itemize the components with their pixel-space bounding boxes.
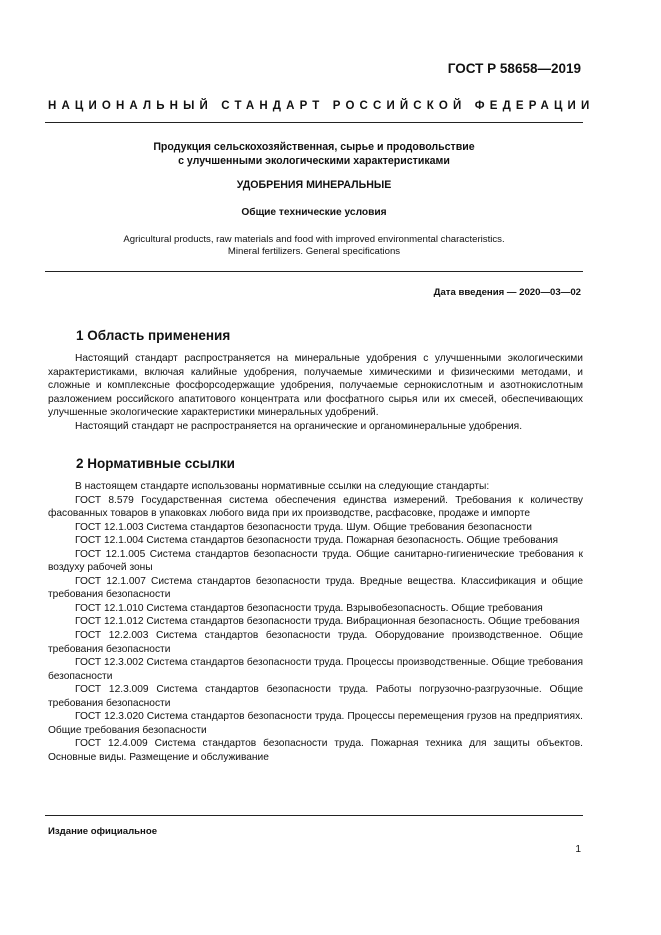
normative-reference: ГОСТ 12.2.003 Система стандартов безопасности труда. Оборудование производственное. Общие требования безопасности	[48, 630, 583, 655]
section-2-body	[48, 480, 583, 764]
document-title-block	[45, 140, 583, 168]
normative-reference: ГОСТ 12.3.009 Система стандартов безопасности труда. Работы погрузочно-разгрузочные. Общие требования безопасности	[48, 684, 583, 709]
section-1-paragraph: Настоящий стандарт не распространяется на органические и органоминеральные удобрения.	[75, 420, 523, 432]
english-title-block	[45, 234, 583, 258]
normative-reference: ГОСТ 12.1.003 Система стандартов безопасности труда. Шум. Общие требования безопасности	[75, 521, 532, 533]
top-divider	[45, 122, 583, 123]
title-line-2: с улучшенными экологическими характеристиками	[178, 155, 450, 167]
normative-reference: ГОСТ 12.4.009 Система стандартов безопасности труда. Пожарная техника для защиты объектов. Основные виды. Размещение и обслуживание	[48, 738, 583, 763]
normative-reference: ГОСТ 12.1.007 Система стандартов безопасности труда. Вредные вещества. Классификация и общие требования безопасности	[48, 575, 583, 601]
official-edition-label: Издание официальное	[48, 826, 158, 837]
normative-reference: ГОСТ 12.3.002 Система стандартов безопасности труда. Процессы производственные. Общие требования безопасности	[48, 657, 583, 682]
standard-code: ГОСТ Р 58658—2019	[447, 61, 581, 76]
title-line-1: Продукция сельскохозяйственная, сырье и продовольствие	[153, 141, 475, 153]
footer-divider	[45, 815, 583, 816]
normative-reference: ГОСТ 8.579 Государственная система обеспечения единства измерений. Требования к количеству фасованных товаров в упаковках любого вида при их производстве, расфасовке, продаже и импорте	[48, 494, 583, 520]
normative-reference: ГОСТ 12.3.020 Система стандартов безопасности труда. Процессы перемещения грузов на предприятиях. Общие требования безопасности	[48, 711, 583, 736]
section-2-heading: 2 Нормативные ссылки	[76, 456, 235, 471]
normative-reference: ГОСТ 12.1.010 Система стандартов безопасности труда. Взрывобезопасность. Общие требования	[75, 602, 543, 614]
section-1-body	[48, 352, 583, 433]
normative-reference: ГОСТ 12.1.004 Система стандартов безопасности труда. Пожарная безопасность. Общие требования	[75, 535, 559, 547]
normative-reference: ГОСТ 12.1.005 Система стандартов безопасности труда. Общие санитарно-гигиенические требования к воздуху рабочей зоны	[48, 548, 583, 574]
introduction-date: Дата введения — 2020—03—02	[433, 287, 581, 298]
section-1-heading: 1 Область применения	[76, 328, 231, 343]
title-divider	[45, 271, 583, 272]
document-subtitle: Общие технические условия	[241, 207, 387, 218]
normative-reference-intro: В настоящем стандарте использованы нормативные ссылки на следующие стандарты:	[75, 481, 490, 492]
english-title-line-1: Agricultural products, raw materials and food with improved environmental characteristics.	[123, 234, 505, 245]
document-main-title: УДОБРЕНИЯ МИНЕРАЛЬНЫЕ	[236, 179, 392, 191]
page-number: 1	[575, 844, 581, 855]
normative-reference: ГОСТ 12.1.012 Система стандартов безопасности труда. Вибрационная безопасность. Общие требования	[75, 616, 580, 628]
section-1-paragraph: Настоящий стандарт распространяется на минеральные удобрения с улучшенными экологическими характеристиками, включая калийные удобрения, получаемые химическими и физическими методами, и сложные и комплексные фосфорсодержащие удобрения, получаемые сернокислотным и азотнокислотным разложением российского апатитового концентрата или фосфатного сырья или их смесей, обеспечивающих улучшенные экологические характеристики минеральных удобрений.	[48, 353, 583, 419]
english-title-line-2: Mineral fertilizers. General specifications	[227, 246, 401, 257]
national-standard-banner: НАЦИОНАЛЬНЫЙ СТАНДАРТ РОССИЙСКОЙ ФЕДЕРАЦИИ	[48, 100, 595, 112]
